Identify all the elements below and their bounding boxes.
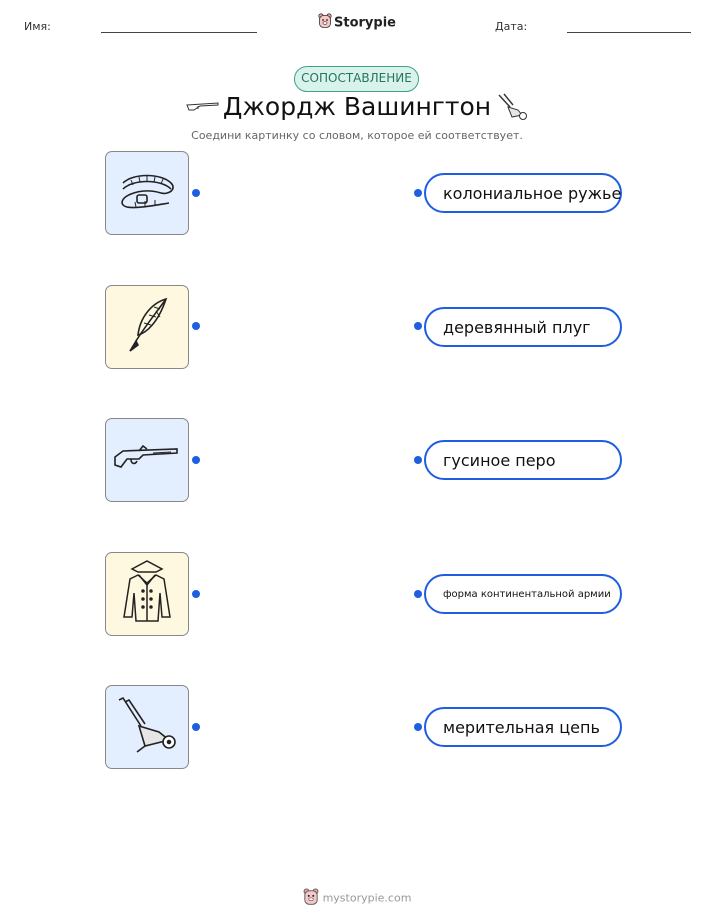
measuring-chain-icon bbox=[117, 169, 177, 217]
word-card-1[interactable]: колониальное ружье bbox=[424, 173, 622, 213]
bear-logo-icon bbox=[318, 13, 332, 33]
right-connector-dot-3[interactable] bbox=[414, 456, 422, 464]
left-connector-dot-3[interactable] bbox=[192, 456, 200, 464]
activity-badge: СОПОСТАВЛЕНИЕ bbox=[294, 66, 419, 92]
bear-logo-icon bbox=[303, 888, 319, 909]
picture-card-3[interactable] bbox=[105, 418, 189, 502]
date-line[interactable] bbox=[567, 32, 691, 33]
picture-card-4[interactable] bbox=[105, 552, 189, 636]
left-connector-dot-2[interactable] bbox=[192, 322, 200, 330]
word-card-5[interactable]: мерительная цепь bbox=[424, 707, 622, 747]
musket-icon bbox=[113, 443, 181, 477]
picture-card-2[interactable] bbox=[105, 285, 189, 369]
picture-card-1[interactable] bbox=[105, 151, 189, 235]
page-title: Джордж Вашингтон bbox=[222, 92, 492, 121]
word-card-4[interactable]: форма континентальной армии bbox=[424, 574, 622, 614]
quill-pen-icon bbox=[122, 295, 172, 359]
right-connector-dot-1[interactable] bbox=[414, 189, 422, 197]
brand-name: Storypie bbox=[334, 15, 396, 31]
right-connector-dot-4[interactable] bbox=[414, 590, 422, 598]
right-connector-dot-5[interactable] bbox=[414, 723, 422, 731]
picture-card-5[interactable] bbox=[105, 685, 189, 769]
footer bbox=[0, 888, 714, 909]
wooden-plow-icon bbox=[115, 696, 179, 758]
word-card-3[interactable]: гусиное перо bbox=[424, 440, 622, 480]
footer-url[interactable]: mystorypie.com bbox=[322, 891, 412, 905]
continental-army-uniform-icon bbox=[118, 559, 176, 629]
word-card-2[interactable]: деревянный плуг bbox=[424, 307, 622, 347]
left-connector-dot-1[interactable] bbox=[192, 189, 200, 197]
brand-logo bbox=[0, 13, 714, 33]
right-connector-dot-2[interactable] bbox=[414, 322, 422, 330]
date-label: Дата: bbox=[495, 20, 528, 33]
left-connector-dot-4[interactable] bbox=[192, 590, 200, 598]
name-label: Имя: bbox=[24, 20, 51, 33]
left-connector-dot-5[interactable] bbox=[192, 723, 200, 731]
instructions: Соедини картинку со словом, которое ей соответствует. bbox=[191, 129, 523, 142]
plow-decoration-icon bbox=[496, 93, 528, 125]
